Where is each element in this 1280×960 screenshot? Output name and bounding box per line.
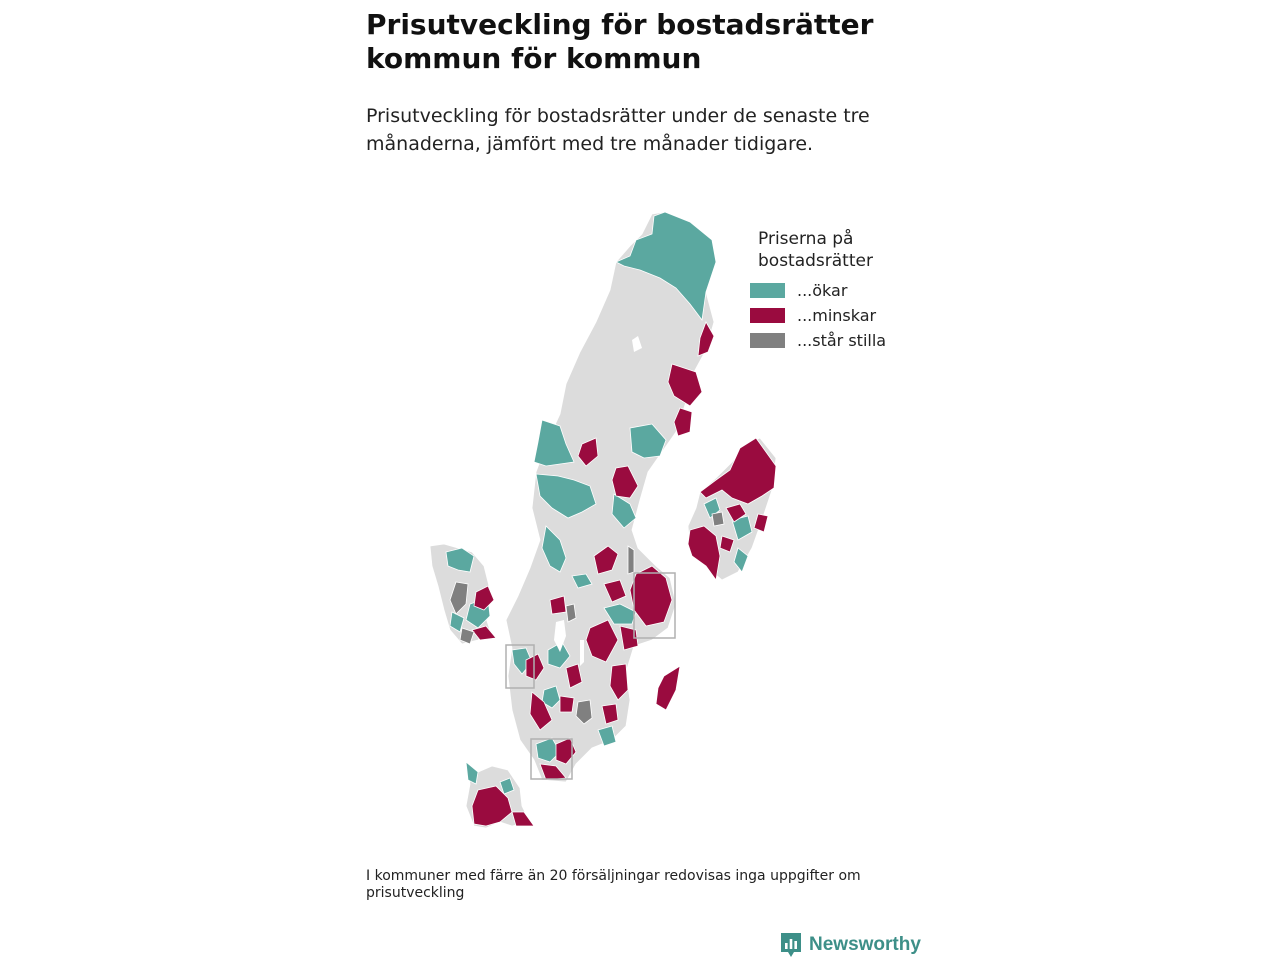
subtitle: Prisutveckling för bostadsrätter under de senaste tre månaderna, jämfört med tre månader tidigare. [366, 105, 870, 155]
legend-swatch-unchanged [750, 333, 785, 348]
legend-title-line-2: bostadsrätter [758, 251, 873, 271]
legend-swatch-increase [750, 283, 785, 298]
legend-swatch-decrease [750, 308, 785, 323]
region-decrease [656, 666, 680, 710]
region-unchanged [712, 512, 724, 526]
region-increase [466, 762, 478, 784]
brand-name: Newsworthy [809, 934, 921, 955]
legend-label-unchanged: ...står stilla [797, 331, 887, 350]
page-title [366, 8, 926, 76]
lake-vattern [580, 640, 584, 666]
region-decrease [560, 696, 574, 712]
legend-title-line-1: Priserna på [758, 229, 854, 249]
legend-item-decrease [750, 303, 910, 328]
sweden-municipality-map [420, 205, 790, 840]
legend-title [758, 228, 910, 272]
newsworthy-logo[interactable] [780, 932, 921, 958]
legend-item-unchanged [750, 328, 910, 353]
legend-label-decrease: ...minskar [797, 306, 877, 325]
region-decrease [512, 812, 534, 826]
legend [750, 228, 910, 353]
title-line-2: kommun för kommun [366, 42, 702, 75]
legend-label-increase: ...ökar [797, 281, 848, 300]
footnote: I kommuner med färre än 20 försäljningar redovisas inga uppgifter om prisutveckling [366, 868, 861, 901]
legend-item-increase [750, 278, 910, 303]
region-unchanged [628, 546, 634, 574]
bar-chart-logo-icon [780, 932, 802, 958]
title-line-1: Prisutveckling för bostadsrätter [366, 8, 874, 41]
